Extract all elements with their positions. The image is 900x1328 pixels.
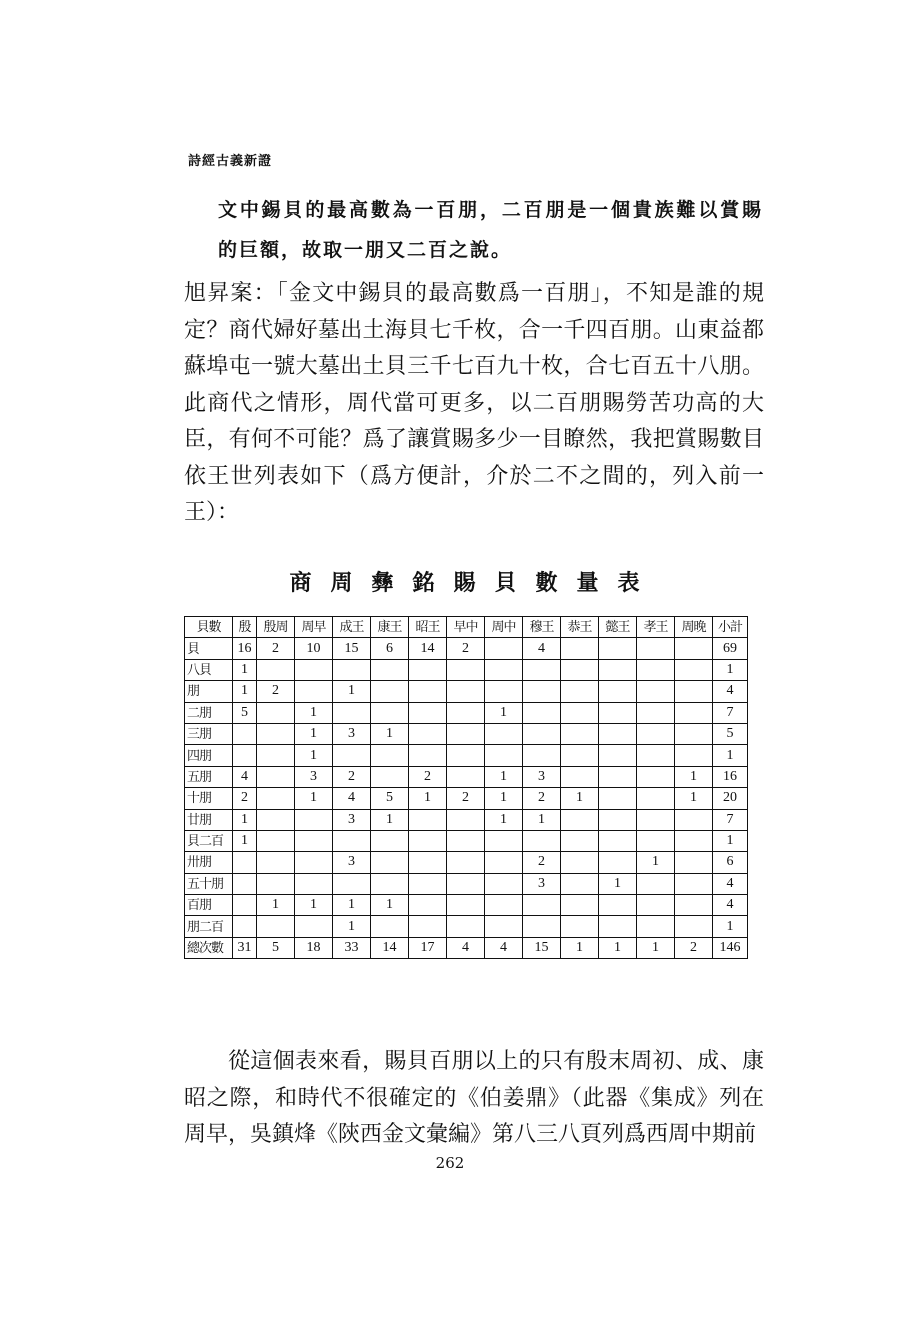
table-cell: [257, 702, 295, 723]
table-cell: [447, 659, 485, 680]
table-cell: [333, 745, 371, 766]
table-title: 商周彝銘賜貝數量表: [289, 570, 659, 596]
table-cell: [371, 745, 409, 766]
table-cell: 1: [675, 788, 713, 809]
table-cell: [409, 852, 447, 873]
column-header: 穆王: [523, 617, 561, 638]
table-cell: [333, 830, 371, 851]
table-cell: [447, 745, 485, 766]
conclusion-paragraph: 從這個表來看，賜貝百朋以上的只有殷末周初、成、康昭之際，和時代不很確定的《伯姜鼎》（此器《集成》列在周早，吳鎮烽《陝西金文彙編》第八三八頁列爲西周中期前: [184, 1049, 764, 1147]
table-cell: 31: [233, 937, 257, 958]
table-row: [185, 723, 748, 744]
table-cell: [485, 681, 523, 702]
table-cell: 2: [233, 788, 257, 809]
row-label: 朋二百: [185, 916, 233, 937]
table-cell: [523, 830, 561, 851]
table-cell: [257, 659, 295, 680]
table-cell: [561, 638, 599, 659]
table-cell: [333, 873, 371, 894]
table-cell: [447, 852, 485, 873]
column-header: 小計: [713, 617, 748, 638]
table-cell: [637, 809, 675, 830]
table-cell: [523, 659, 561, 680]
table-cell: 6: [371, 638, 409, 659]
table-cell: [523, 916, 561, 937]
table-cell: 4: [233, 766, 257, 787]
table-cell: [675, 723, 713, 744]
table-cell: [675, 638, 713, 659]
quoted-passage: 文中錫貝的最高數為一百朋，二百朋是一個貴族難以賞賜的巨額，故取一朋又二百之說。: [218, 199, 763, 261]
table-cell: 3: [523, 873, 561, 894]
table-row: [185, 895, 748, 916]
table-cell: [485, 895, 523, 916]
table-cell: [257, 723, 295, 744]
table-cell: [637, 873, 675, 894]
table-cell: [675, 830, 713, 851]
table-cell: 3: [333, 723, 371, 744]
table-cell: [561, 873, 599, 894]
column-header: 懿王: [599, 617, 637, 638]
table-cell: 14: [371, 937, 409, 958]
table-cell: [675, 702, 713, 723]
table-cell: 1: [561, 937, 599, 958]
table-cell: [333, 659, 371, 680]
table-cell: 1: [561, 788, 599, 809]
table-cell: [257, 745, 295, 766]
table-row: [185, 852, 748, 873]
table-cell: [233, 873, 257, 894]
table-cell: [295, 830, 333, 851]
table-cell: [257, 809, 295, 830]
row-label: 五朋: [185, 766, 233, 787]
table-cell: 2: [447, 638, 485, 659]
table-cell: [561, 745, 599, 766]
table-cell: 1: [599, 873, 637, 894]
table-cell: [675, 659, 713, 680]
column-header: 貝數: [185, 617, 233, 638]
table-cell: [637, 702, 675, 723]
table-cell: 4: [713, 681, 748, 702]
table-cell: 1: [257, 895, 295, 916]
table-row: [185, 830, 748, 851]
table-cell: [523, 681, 561, 702]
table-cell: 1: [713, 745, 748, 766]
table-cell: 33: [333, 937, 371, 958]
table-cell: [409, 830, 447, 851]
table-cell: [637, 681, 675, 702]
table-cell: 1: [485, 766, 523, 787]
table-cell: [371, 766, 409, 787]
table-cell: 1: [637, 937, 675, 958]
table-cell: [485, 659, 523, 680]
table-row: [185, 788, 748, 809]
table-cell: 16: [233, 638, 257, 659]
table-cell: [447, 830, 485, 851]
table-cell: [523, 723, 561, 744]
table-row: [185, 659, 748, 680]
table-cell: 1: [523, 809, 561, 830]
table-cell: 1: [599, 937, 637, 958]
table-cell: 3: [333, 809, 371, 830]
table-cell: 1: [713, 659, 748, 680]
table-cell: 2: [333, 766, 371, 787]
table-cell: [599, 681, 637, 702]
table-cell: [447, 723, 485, 744]
table-cell: [485, 873, 523, 894]
table-cell: 18: [295, 937, 333, 958]
table-row: [185, 809, 748, 830]
table-cell: [233, 723, 257, 744]
table-cell: [561, 916, 599, 937]
table-cell: 10: [295, 638, 333, 659]
table-cell: [675, 852, 713, 873]
table-cell: [561, 681, 599, 702]
table-cell: 4: [713, 873, 748, 894]
table-cell: [371, 702, 409, 723]
table-cell: [333, 702, 371, 723]
table-cell: 1: [233, 681, 257, 702]
table-cell: [371, 681, 409, 702]
table-cell: [371, 852, 409, 873]
table-cell: [485, 852, 523, 873]
table-cell: [523, 702, 561, 723]
table-cell: [409, 873, 447, 894]
table-cell: [447, 766, 485, 787]
table-cell: [233, 745, 257, 766]
table-cell: [409, 723, 447, 744]
row-label: 百朋: [185, 895, 233, 916]
table-cell: [675, 809, 713, 830]
table-cell: [257, 916, 295, 937]
table-cell: 1: [713, 830, 748, 851]
table-cell: [295, 852, 333, 873]
table-cell: 1: [333, 916, 371, 937]
table-cell: [637, 895, 675, 916]
table-cell: 2: [523, 788, 561, 809]
table-cell: [295, 873, 333, 894]
table-cell: [371, 916, 409, 937]
column-header: 殷: [233, 617, 257, 638]
table-cell: 3: [295, 766, 333, 787]
table-cell: 1: [371, 723, 409, 744]
table-cell: 1: [233, 809, 257, 830]
table-cell: 1: [713, 916, 748, 937]
table-cell: [561, 852, 599, 873]
row-label: 朋: [185, 681, 233, 702]
table-cell: [485, 916, 523, 937]
table-cell: 1: [295, 788, 333, 809]
table-cell: 2: [523, 852, 561, 873]
table-header-row: [185, 617, 748, 638]
table-cell: [637, 916, 675, 937]
table-cell: [485, 638, 523, 659]
table-cell: [599, 659, 637, 680]
row-label: 貝二百: [185, 830, 233, 851]
column-header: 成王: [333, 617, 371, 638]
table-cell: [637, 659, 675, 680]
table-cell: [675, 745, 713, 766]
table-cell: [561, 895, 599, 916]
column-header: 殷周: [257, 617, 295, 638]
table-cell: [257, 852, 295, 873]
table-cell: 1: [295, 702, 333, 723]
table-cell: [485, 830, 523, 851]
column-header: 康王: [371, 617, 409, 638]
table-cell: [409, 895, 447, 916]
table-cell: 5: [257, 937, 295, 958]
table-cell: [599, 895, 637, 916]
table-cell: [371, 830, 409, 851]
table-cell: 17: [409, 937, 447, 958]
table-cell: [637, 788, 675, 809]
table-cell: 1: [637, 852, 675, 873]
table-row: [185, 638, 748, 659]
table-cell: 2: [447, 788, 485, 809]
table-cell: 1: [233, 830, 257, 851]
shell-count-table: [184, 616, 748, 959]
table-cell: [599, 809, 637, 830]
table-cell: [295, 916, 333, 937]
table-cell: [675, 895, 713, 916]
table-cell: 4: [333, 788, 371, 809]
table-cell: 2: [257, 638, 295, 659]
table-row: [185, 937, 748, 958]
page-number: 262: [435, 1154, 465, 1172]
table-cell: [233, 916, 257, 937]
table-cell: [409, 745, 447, 766]
table-cell: 2: [409, 766, 447, 787]
table-cell: 4: [485, 937, 523, 958]
table-cell: [599, 788, 637, 809]
column-header: 周晚: [675, 617, 713, 638]
table-cell: 1: [295, 723, 333, 744]
table-cell: [485, 745, 523, 766]
table-cell: [523, 745, 561, 766]
table-cell: [599, 916, 637, 937]
table-cell: [599, 852, 637, 873]
table-cell: [675, 916, 713, 937]
table-cell: 7: [713, 702, 748, 723]
table-cell: [257, 830, 295, 851]
row-label: 三朋: [185, 723, 233, 744]
row-label: 二朋: [185, 702, 233, 723]
table-cell: [295, 809, 333, 830]
table-cell: [295, 659, 333, 680]
table-cell: [447, 809, 485, 830]
table-cell: 5: [713, 723, 748, 744]
table-cell: 14: [409, 638, 447, 659]
table-cell: 1: [409, 788, 447, 809]
table-cell: 1: [371, 895, 409, 916]
table-cell: 5: [233, 702, 257, 723]
table-cell: 1: [485, 702, 523, 723]
table-cell: [599, 766, 637, 787]
column-header: 早中: [447, 617, 485, 638]
table-cell: [233, 852, 257, 873]
table-cell: [599, 830, 637, 851]
table-cell: [447, 873, 485, 894]
table-cell: [233, 895, 257, 916]
table-cell: [599, 723, 637, 744]
table-cell: [257, 788, 295, 809]
table-cell: 1: [485, 809, 523, 830]
table-cell: [371, 873, 409, 894]
table-cell: 1: [485, 788, 523, 809]
table-cell: [257, 766, 295, 787]
table-cell: [637, 638, 675, 659]
table-cell: [409, 702, 447, 723]
table-cell: [447, 702, 485, 723]
table-cell: [295, 681, 333, 702]
table-cell: 146: [713, 937, 748, 958]
table-row: [185, 873, 748, 894]
table-cell: 69: [713, 638, 748, 659]
table-cell: 7: [713, 809, 748, 830]
table-cell: 4: [447, 937, 485, 958]
table-cell: 4: [713, 895, 748, 916]
column-header: 孝王: [637, 617, 675, 638]
table-cell: 2: [675, 937, 713, 958]
table-cell: 2: [257, 681, 295, 702]
column-header: 周早: [295, 617, 333, 638]
row-label: 貝: [185, 638, 233, 659]
table-cell: [371, 659, 409, 680]
table-cell: [561, 723, 599, 744]
table-cell: 3: [333, 852, 371, 873]
table-cell: [447, 895, 485, 916]
commentary-paragraph: 旭昇案：「金文中錫貝的最高數爲一百朋」，不知是誰的規定？商代婦好墓出土海貝七千枚，合一千四百朋。山東益都蘇埠屯一號大墓出土貝三千七百九十枚，合七百五十八朋。此商代之情形，周代當可更多，以二百朋賜勞苦功高的大臣，有何不可能？爲了讓賞賜多少一目瞭然，我把賞賜數目依王世列表如下（爲方便計，介於二不之間的，列入前一王）：: [184, 281, 764, 525]
table-row: [185, 766, 748, 787]
table-cell: 3: [523, 766, 561, 787]
table-cell: 5: [371, 788, 409, 809]
row-label: 總次數: [185, 937, 233, 958]
table-cell: [675, 681, 713, 702]
table-cell: 1: [675, 766, 713, 787]
table-cell: [599, 702, 637, 723]
column-header: 周中: [485, 617, 523, 638]
table-cell: 6: [713, 852, 748, 873]
table-cell: 1: [333, 895, 371, 916]
table-row: [185, 745, 748, 766]
table-cell: [523, 895, 561, 916]
table-cell: [409, 659, 447, 680]
row-label: 十朋: [185, 788, 233, 809]
table-cell: 1: [295, 745, 333, 766]
row-label: 五十朋: [185, 873, 233, 894]
table-row: [185, 702, 748, 723]
table-cell: 16: [713, 766, 748, 787]
table-cell: [561, 659, 599, 680]
row-label: 四朋: [185, 745, 233, 766]
running-header: 詩經古義新證: [188, 154, 273, 169]
table-cell: 4: [523, 638, 561, 659]
row-label: 廿朋: [185, 809, 233, 830]
row-label: 卅朋: [185, 852, 233, 873]
table-cell: 1: [371, 809, 409, 830]
table-cell: [599, 638, 637, 659]
table-cell: [561, 702, 599, 723]
table-cell: 1: [233, 659, 257, 680]
table-cell: [675, 873, 713, 894]
table-cell: [409, 916, 447, 937]
table-cell: 15: [333, 638, 371, 659]
table-cell: [409, 681, 447, 702]
table-cell: [637, 766, 675, 787]
table-cell: [561, 830, 599, 851]
table-cell: [561, 809, 599, 830]
column-header: 昭王: [409, 617, 447, 638]
table-cell: [637, 745, 675, 766]
table-cell: 20: [713, 788, 748, 809]
table-cell: [447, 916, 485, 937]
table-row: [185, 916, 748, 937]
table-cell: [409, 809, 447, 830]
table-cell: [599, 745, 637, 766]
table-row: [185, 681, 748, 702]
column-header: 恭王: [561, 617, 599, 638]
table-cell: [637, 723, 675, 744]
table-cell: 15: [523, 937, 561, 958]
table-cell: [447, 681, 485, 702]
row-label: 八貝: [185, 659, 233, 680]
table-cell: [257, 873, 295, 894]
table-cell: [637, 830, 675, 851]
table-cell: [561, 766, 599, 787]
table-cell: 1: [295, 895, 333, 916]
table-cell: [485, 723, 523, 744]
table-cell: 1: [333, 681, 371, 702]
